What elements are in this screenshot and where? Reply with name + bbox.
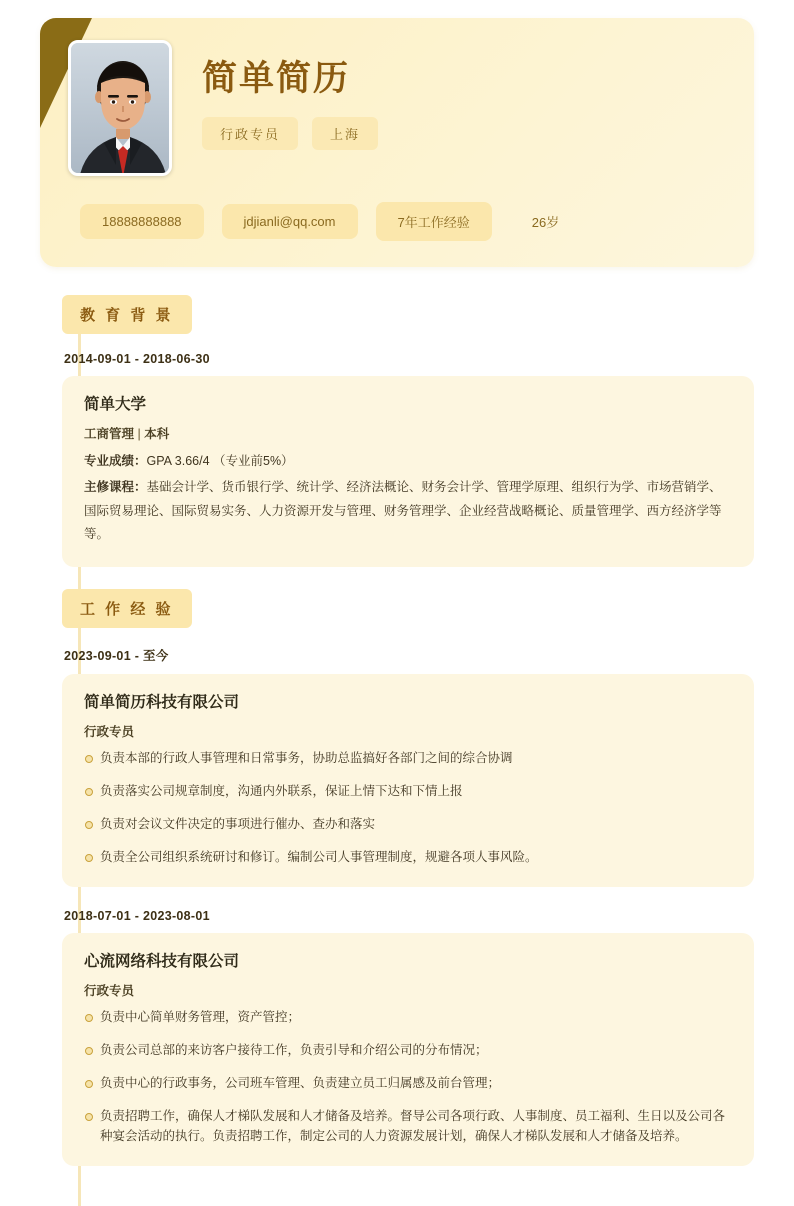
education-gpa-line <box>84 450 732 474</box>
education-major: 工商管理 <box>84 427 135 441</box>
education-school: 简单大学 <box>84 396 147 413</box>
resume-body <box>0 267 794 1166</box>
education-major-line <box>84 424 732 442</box>
work-company-1: 简单简历科技有限公司 <box>84 694 240 711</box>
contact-phone: 18888888888 <box>80 204 204 239</box>
tag-position: 行政专员 <box>202 117 298 150</box>
work-date-2: 2018-07-01 - 2023-08-01 <box>64 909 210 923</box>
education-courses-line <box>84 476 732 547</box>
list-item: 负责中心简单财务管理，资产管控； <box>84 1007 732 1027</box>
list-item: 负责落实公司规章制度，沟通内外联系，保证上情下达和下情上报 <box>84 781 732 801</box>
header-tag-row <box>202 117 378 150</box>
contact-email: jdjianli@qq.com <box>222 204 358 239</box>
section-education <box>40 295 754 567</box>
section-title-education: 教 育 背 景 <box>62 295 192 334</box>
education-entry-card <box>62 376 754 567</box>
resume-title: 简单简历 <box>202 59 351 98</box>
work-role-1: 行政专员 <box>84 725 135 739</box>
header-card <box>40 18 754 267</box>
education-gpa-value: GPA 3.66/4 （专业前5%） <box>146 454 294 468</box>
education-courses-value: 基础会计学、货币银行学、统计学、经济法概论、财务会计学、管理学原理、组织行为学、市场营销学、国际贸易理论、国际贸易实务、人力资源开发与管理、财务管理学、企业经营战略概论、质量管理学、西方经济学等等。 <box>84 479 722 542</box>
work-bullets-1 <box>84 748 732 867</box>
work-company-2: 心流网络科技有限公司 <box>84 953 240 970</box>
contact-experience: 7年工作经验 <box>376 202 492 241</box>
resume-header <box>0 0 794 267</box>
list-item: 负责全公司组织系统研讨和修订。编制公司人事管理制度，规避各项人事风险。 <box>84 847 732 867</box>
avatar <box>68 40 172 176</box>
education-gpa-label: 专业成绩： <box>84 454 147 468</box>
work-entry-card-2 <box>62 933 754 1166</box>
tag-location: 上海 <box>312 117 378 150</box>
education-sub-separator: | <box>134 427 145 441</box>
section-title-work-experience: 工 作 经 验 <box>62 589 192 628</box>
list-item: 负责中心的行政事务，公司班车管理、负责建立员工归属感及前台管理； <box>84 1073 732 1093</box>
contact-row <box>68 202 726 241</box>
education-courses-label: 主修课程： <box>84 479 147 494</box>
section-work-experience <box>40 589 754 1166</box>
list-item: 负责公司总部的来访客户接待工作，负责引导和介绍公司的分布情况； <box>84 1040 732 1060</box>
contact-age: 26岁 <box>531 215 560 230</box>
education-degree: 本科 <box>144 427 170 441</box>
header-text-col <box>202 40 378 150</box>
work-date-1: 2023-09-01 - 至今 <box>64 649 169 663</box>
work-entry-card-1 <box>62 674 754 887</box>
education-date: 2014-09-01 - 2018-06-30 <box>64 352 210 366</box>
list-item: 负责招聘工作，确保人才梯队发展和人才储备及培养。督导公司各项行政、人事制度、员工福利、生日以及公司各种宴会活动的执行。负责招聘工作，制定公司的人力资源发展计划，确保人才梯队发展和人才储备及培养。 <box>84 1106 732 1146</box>
list-item: 负责本部的行政人事管理和日常事务，协助总监搞好各部门之间的综合协调 <box>84 748 732 768</box>
work-bullets-2 <box>84 1007 732 1146</box>
work-role-2: 行政专员 <box>84 984 135 998</box>
list-item: 负责对会议文件决定的事项进行催办、查办和落实 <box>84 814 732 834</box>
